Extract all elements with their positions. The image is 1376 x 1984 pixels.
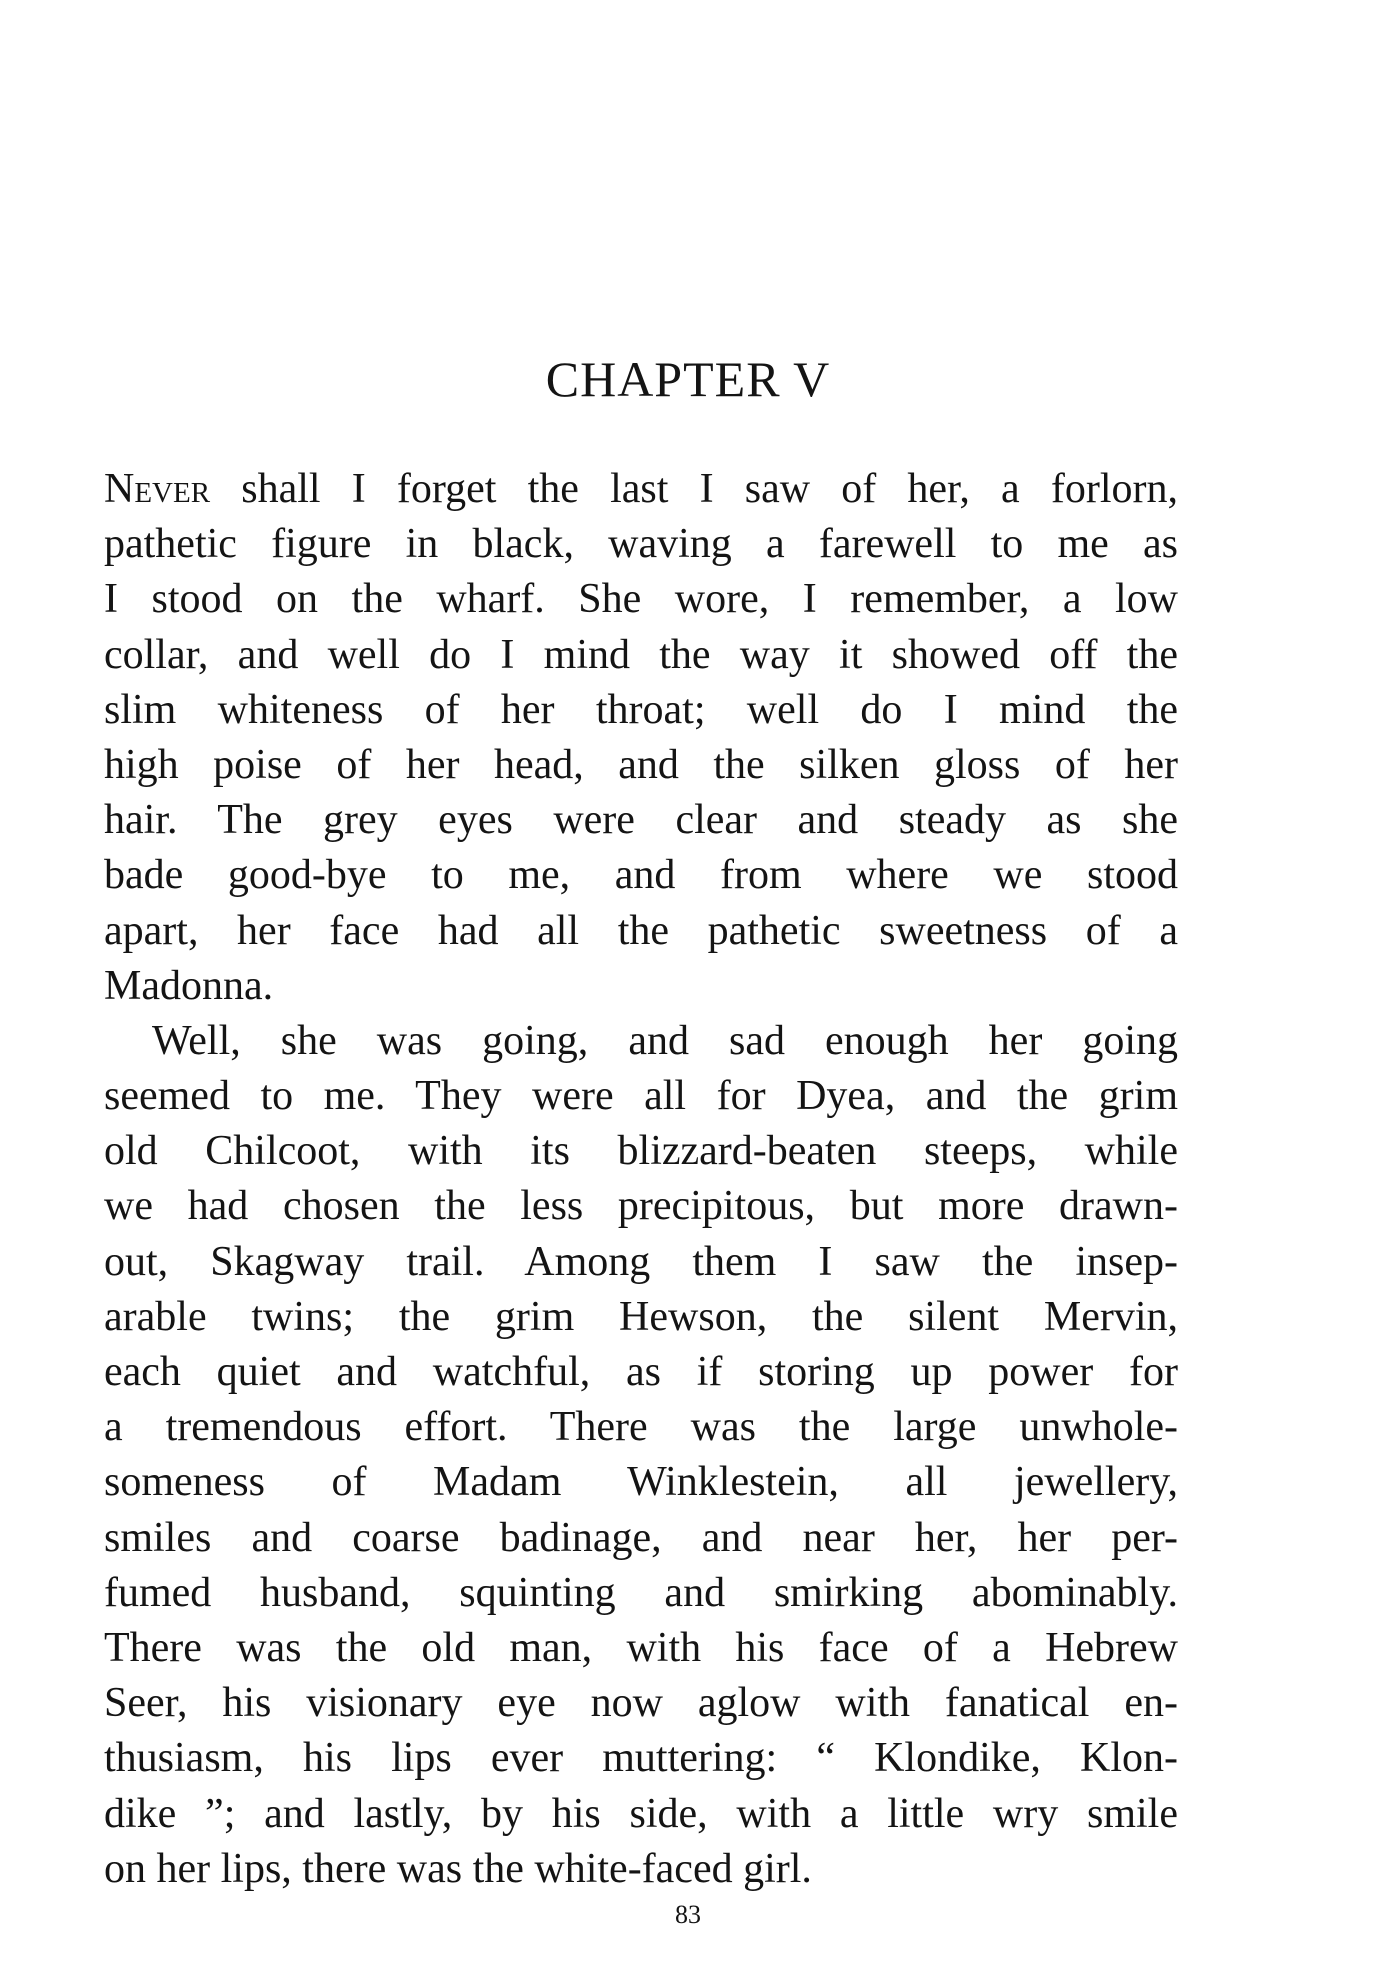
text-line: I stood on the wharf. She wore, I remember, a low — [104, 576, 1178, 623]
text-line: Madonna. — [104, 962, 274, 1009]
text-line: bade good-bye to me, and from where we stood — [104, 852, 1178, 899]
text-line: apart, her face had all the pathetic sweetness of a — [104, 907, 1178, 954]
text-line: collar, and well do I mind the way it showed off the — [104, 631, 1178, 678]
text-line: thusiasm, his lips ever muttering: “ Klondike, Klon- — [104, 1735, 1178, 1782]
text-line: a tremendous effort. There was the large unwhole- — [104, 1404, 1178, 1451]
text-line: high poise of her head, and the silken gloss of her — [104, 741, 1178, 788]
text-line: pathetic figure in black, waving a farewell to me as — [104, 521, 1178, 568]
text-line: Well, she was going, and sad enough her going — [152, 1017, 1178, 1064]
text-line: someness of Madam Winklestein, all jewellery, — [104, 1459, 1178, 1506]
text-line: smiles and coarse badinage, and near her, her per- — [104, 1514, 1178, 1561]
text-line: dike ”; and lastly, by his side, with a little wry smile — [104, 1790, 1178, 1837]
text-line: old Chilcoot, with its blizzard-beaten steeps, while — [104, 1128, 1178, 1175]
text-line: arable twins; the grim Hewson, the silent Mervin, — [104, 1293, 1178, 1340]
text-line: slim whiteness of her throat; well do I mind the — [104, 686, 1178, 733]
text-line: we had chosen the less precipitous, but more drawn- — [104, 1183, 1178, 1230]
drop-word: Never — [104, 466, 211, 512]
body-text — [104, 462, 1178, 1897]
text-line: Seer, his visionary eye now aglow with fanatical en- — [104, 1680, 1178, 1727]
page-number: 83 — [675, 1900, 701, 1929]
paragraph-1 — [104, 462, 1178, 1014]
text-line: seemed to me. They were all for Dyea, and the grim — [104, 1073, 1178, 1120]
text-line: on her lips, there was the white-faced girl. — [104, 1845, 812, 1892]
text-line: each quiet and watchful, as if storing up power for — [104, 1349, 1178, 1395]
text-line: out, Skagway trail. Among them I saw the insep- — [104, 1238, 1178, 1285]
text-line: hair. The grey eyes were clear and steady as she — [104, 797, 1178, 844]
paragraph-2 — [104, 1014, 1178, 1897]
chapter-title: CHAPTER V — [545, 351, 831, 407]
text-line: Never shall I forget the last I saw of her, a forlorn, — [104, 466, 1178, 512]
text-line: fumed husband, squinting and smirking abominably. — [104, 1569, 1178, 1616]
text-line: There was the old man, with his face of a Hebrew — [104, 1624, 1178, 1671]
